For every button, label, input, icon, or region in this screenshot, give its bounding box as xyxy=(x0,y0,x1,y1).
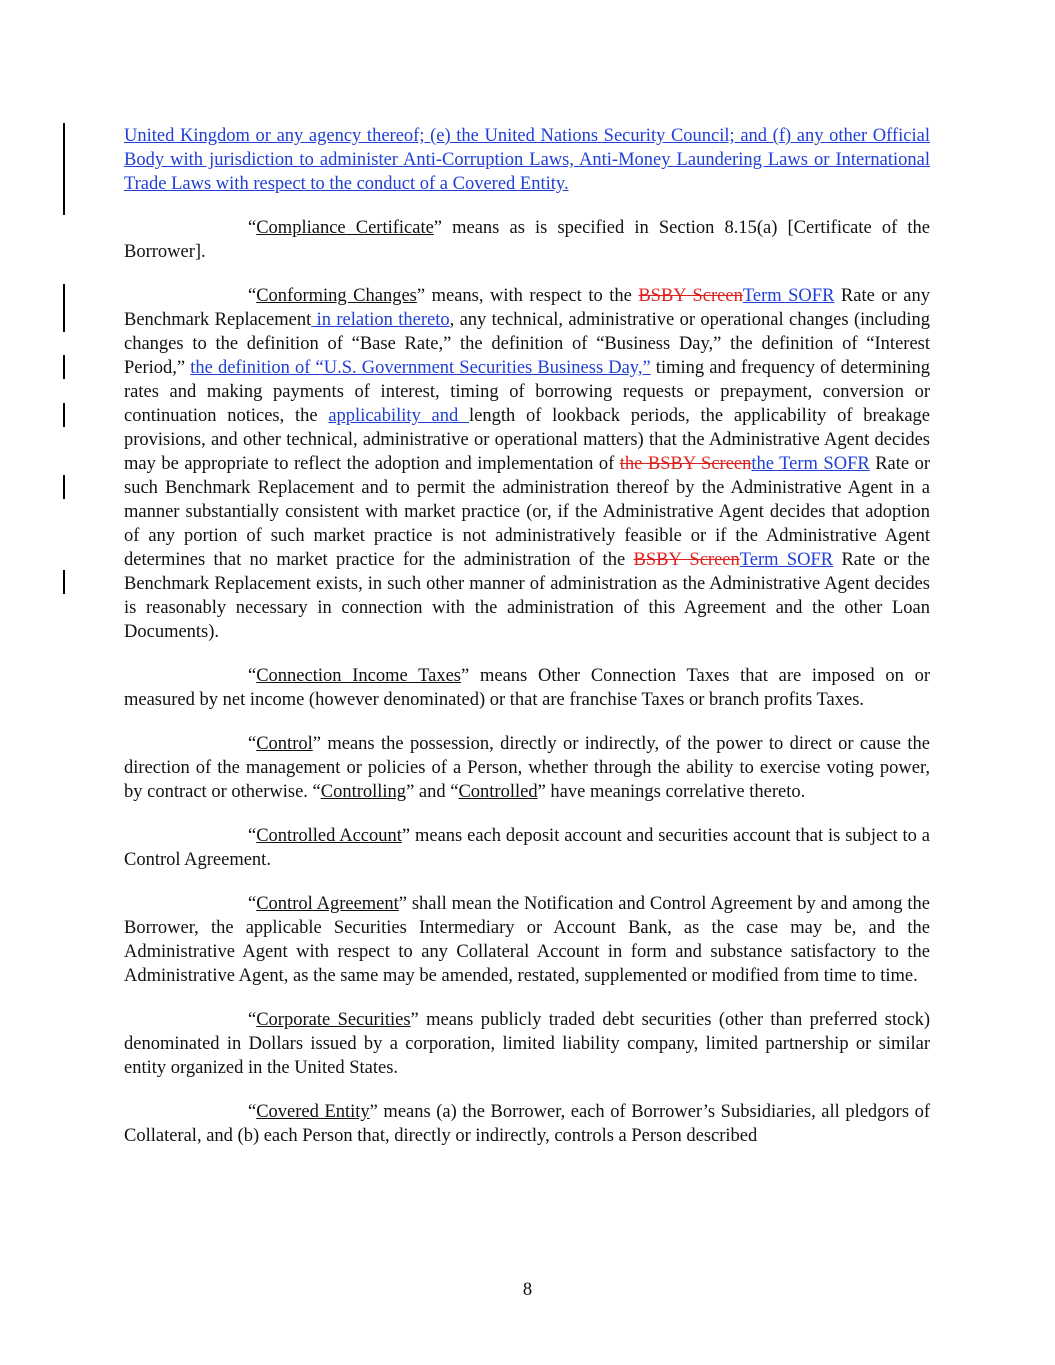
change-bar xyxy=(63,570,65,594)
quote-open: “ xyxy=(248,734,257,754)
definition-text: ” means as is specified in Section 8.15(a) [Certificate of the Borrower]. xyxy=(124,218,930,262)
definition-text: ” have meanings correlative thereto. xyxy=(537,782,806,802)
definition-text: timing and frequency of determining rates and making payments of interest, timing of borrowing requests or prepayment, conversion or continuation notices, the xyxy=(124,358,930,426)
definition-text: Rate or the Benchmark Replacement exists, in such other manner of administration as the Administrative Agent decides is reasonably necessary in connection with the administration of this Agreement and the other Loan Documents). xyxy=(124,550,930,642)
definition-text: ” means publicly traded debt securities (other than preferred stock) denominated in Dollars issued by a corporation, limited liability company, limited partnership or similar entity organized in the United States. xyxy=(124,1010,930,1078)
change-bar xyxy=(63,355,65,379)
defined-term: Control Agreement xyxy=(256,894,399,914)
change-bar xyxy=(63,284,65,332)
definition-controlled-account xyxy=(124,824,930,872)
definition-text: ” and “ xyxy=(406,782,459,802)
quote-open: “ xyxy=(248,1102,257,1122)
quote-open: “ xyxy=(248,1010,257,1030)
defined-term: Corporate Securities xyxy=(256,1010,411,1030)
inserted-text: Term SOFR xyxy=(742,286,835,306)
definition-conforming-changes xyxy=(124,284,930,644)
inserted-text: the Term SOFR xyxy=(751,454,870,474)
defined-term: Controlling xyxy=(320,782,407,802)
document-page xyxy=(124,124,930,1168)
defined-term: Control xyxy=(256,734,313,754)
quote-open: “ xyxy=(248,218,257,238)
definition-text: ” means Other Connection Taxes that are imposed on or measured by net income (however denominated) or that are franchise Taxes or branch profits Taxes. xyxy=(124,666,931,710)
deleted-text: the BSBY Screen xyxy=(619,454,752,474)
defined-term: Compliance Certificate xyxy=(256,218,434,238)
definition-covered-entity xyxy=(124,1100,930,1148)
definition-connection-income-taxes xyxy=(124,664,930,712)
deleted-text: BSBY Screen xyxy=(638,286,743,306)
inserted-text: applicability and xyxy=(328,406,470,426)
quote-open: “ xyxy=(248,894,257,914)
definition-control-agreement xyxy=(124,892,930,988)
definition-text: ” means, with respect to the xyxy=(416,286,639,306)
definition-compliance-certificate xyxy=(124,216,930,264)
inserted-text: the definition of “U.S. Government Securities Business Day,” xyxy=(190,358,651,378)
inserted-text: Term SOFR xyxy=(739,550,834,570)
defined-term: Conforming Changes xyxy=(256,286,417,306)
quote-open: “ xyxy=(248,286,257,306)
defined-term: Covered Entity xyxy=(256,1102,370,1122)
quote-open: “ xyxy=(248,826,257,846)
definition-corporate-securities xyxy=(124,1008,930,1080)
definition-text: ” means the possession, directly or indirectly, of the power to direct or cause the direction of the management or policies of a Person, whether through the ability to exercise voting power, by contract or otherwise. “ xyxy=(124,734,930,802)
inserted-text: United Kingdom or any agency thereof; (e) the United Nations Security Council; and (f) any other Official Body with jurisdiction to administer Anti-Corruption Laws, Anti-Money Laundering Laws or International Trade Laws with respect to the conduct of a Covered Entity. xyxy=(124,126,930,194)
definition-text: Rate or such Benchmark Replacement and to permit the administration thereof by the Administrative Agent in a manner substantially consistent with market practice (or, if the Administrative Agent decides that adoption of any portion of such market practice is not administratively feasible or if the Administrative Agent determines that no market practice for the administration of the xyxy=(124,454,931,570)
definition-text: length of lookback periods, the applicability of breakage provisions, and other technical, administrative or operational matters) that the Administrative Agent decides may be appropriate to reflect the adoption and implementation of xyxy=(124,406,930,474)
defined-term: Controlled xyxy=(458,782,538,802)
definition-text: ” means (a) the Borrower, each of Borrower’s Subsidiaries, all pledgors of Collateral, and (b) each Person that, directly or indirectly, controls a Person described xyxy=(124,1102,930,1146)
definition-text: ” means each deposit account and securities account that is subject to a Control Agreement. xyxy=(124,826,930,870)
inserted-text: in relation thereto xyxy=(311,310,450,330)
deleted-text: BSBY Screen xyxy=(633,550,740,570)
definition-control xyxy=(124,732,930,804)
definition-text: Rate or any Benchmark Replacement xyxy=(124,286,930,330)
paragraph-continuation xyxy=(124,124,930,196)
defined-term: Controlled Account xyxy=(256,826,402,846)
change-bar xyxy=(63,475,65,499)
page-number: 8 xyxy=(522,1280,533,1300)
change-bar xyxy=(63,403,65,427)
definition-text: , any technical, administrative or operational changes (including changes to the definition of “Base Rate,” the definition of “Business Day,” the definition of “Interest Period,” xyxy=(124,310,930,378)
quote-open: “ xyxy=(248,666,257,686)
definition-text: ” shall mean the Notification and Control Agreement by and among the Borrower, the applicable Securities Intermediary or Account Bank, as the case may be, and the Administrative Agent with respect to any Collateral Account in form and substance satisfactory to the Administrative Agent, as the same may be amended, restated, supplemented or modified from time to time. xyxy=(124,894,930,986)
defined-term: Connection Income Taxes xyxy=(256,666,462,686)
change-bar xyxy=(63,123,65,215)
